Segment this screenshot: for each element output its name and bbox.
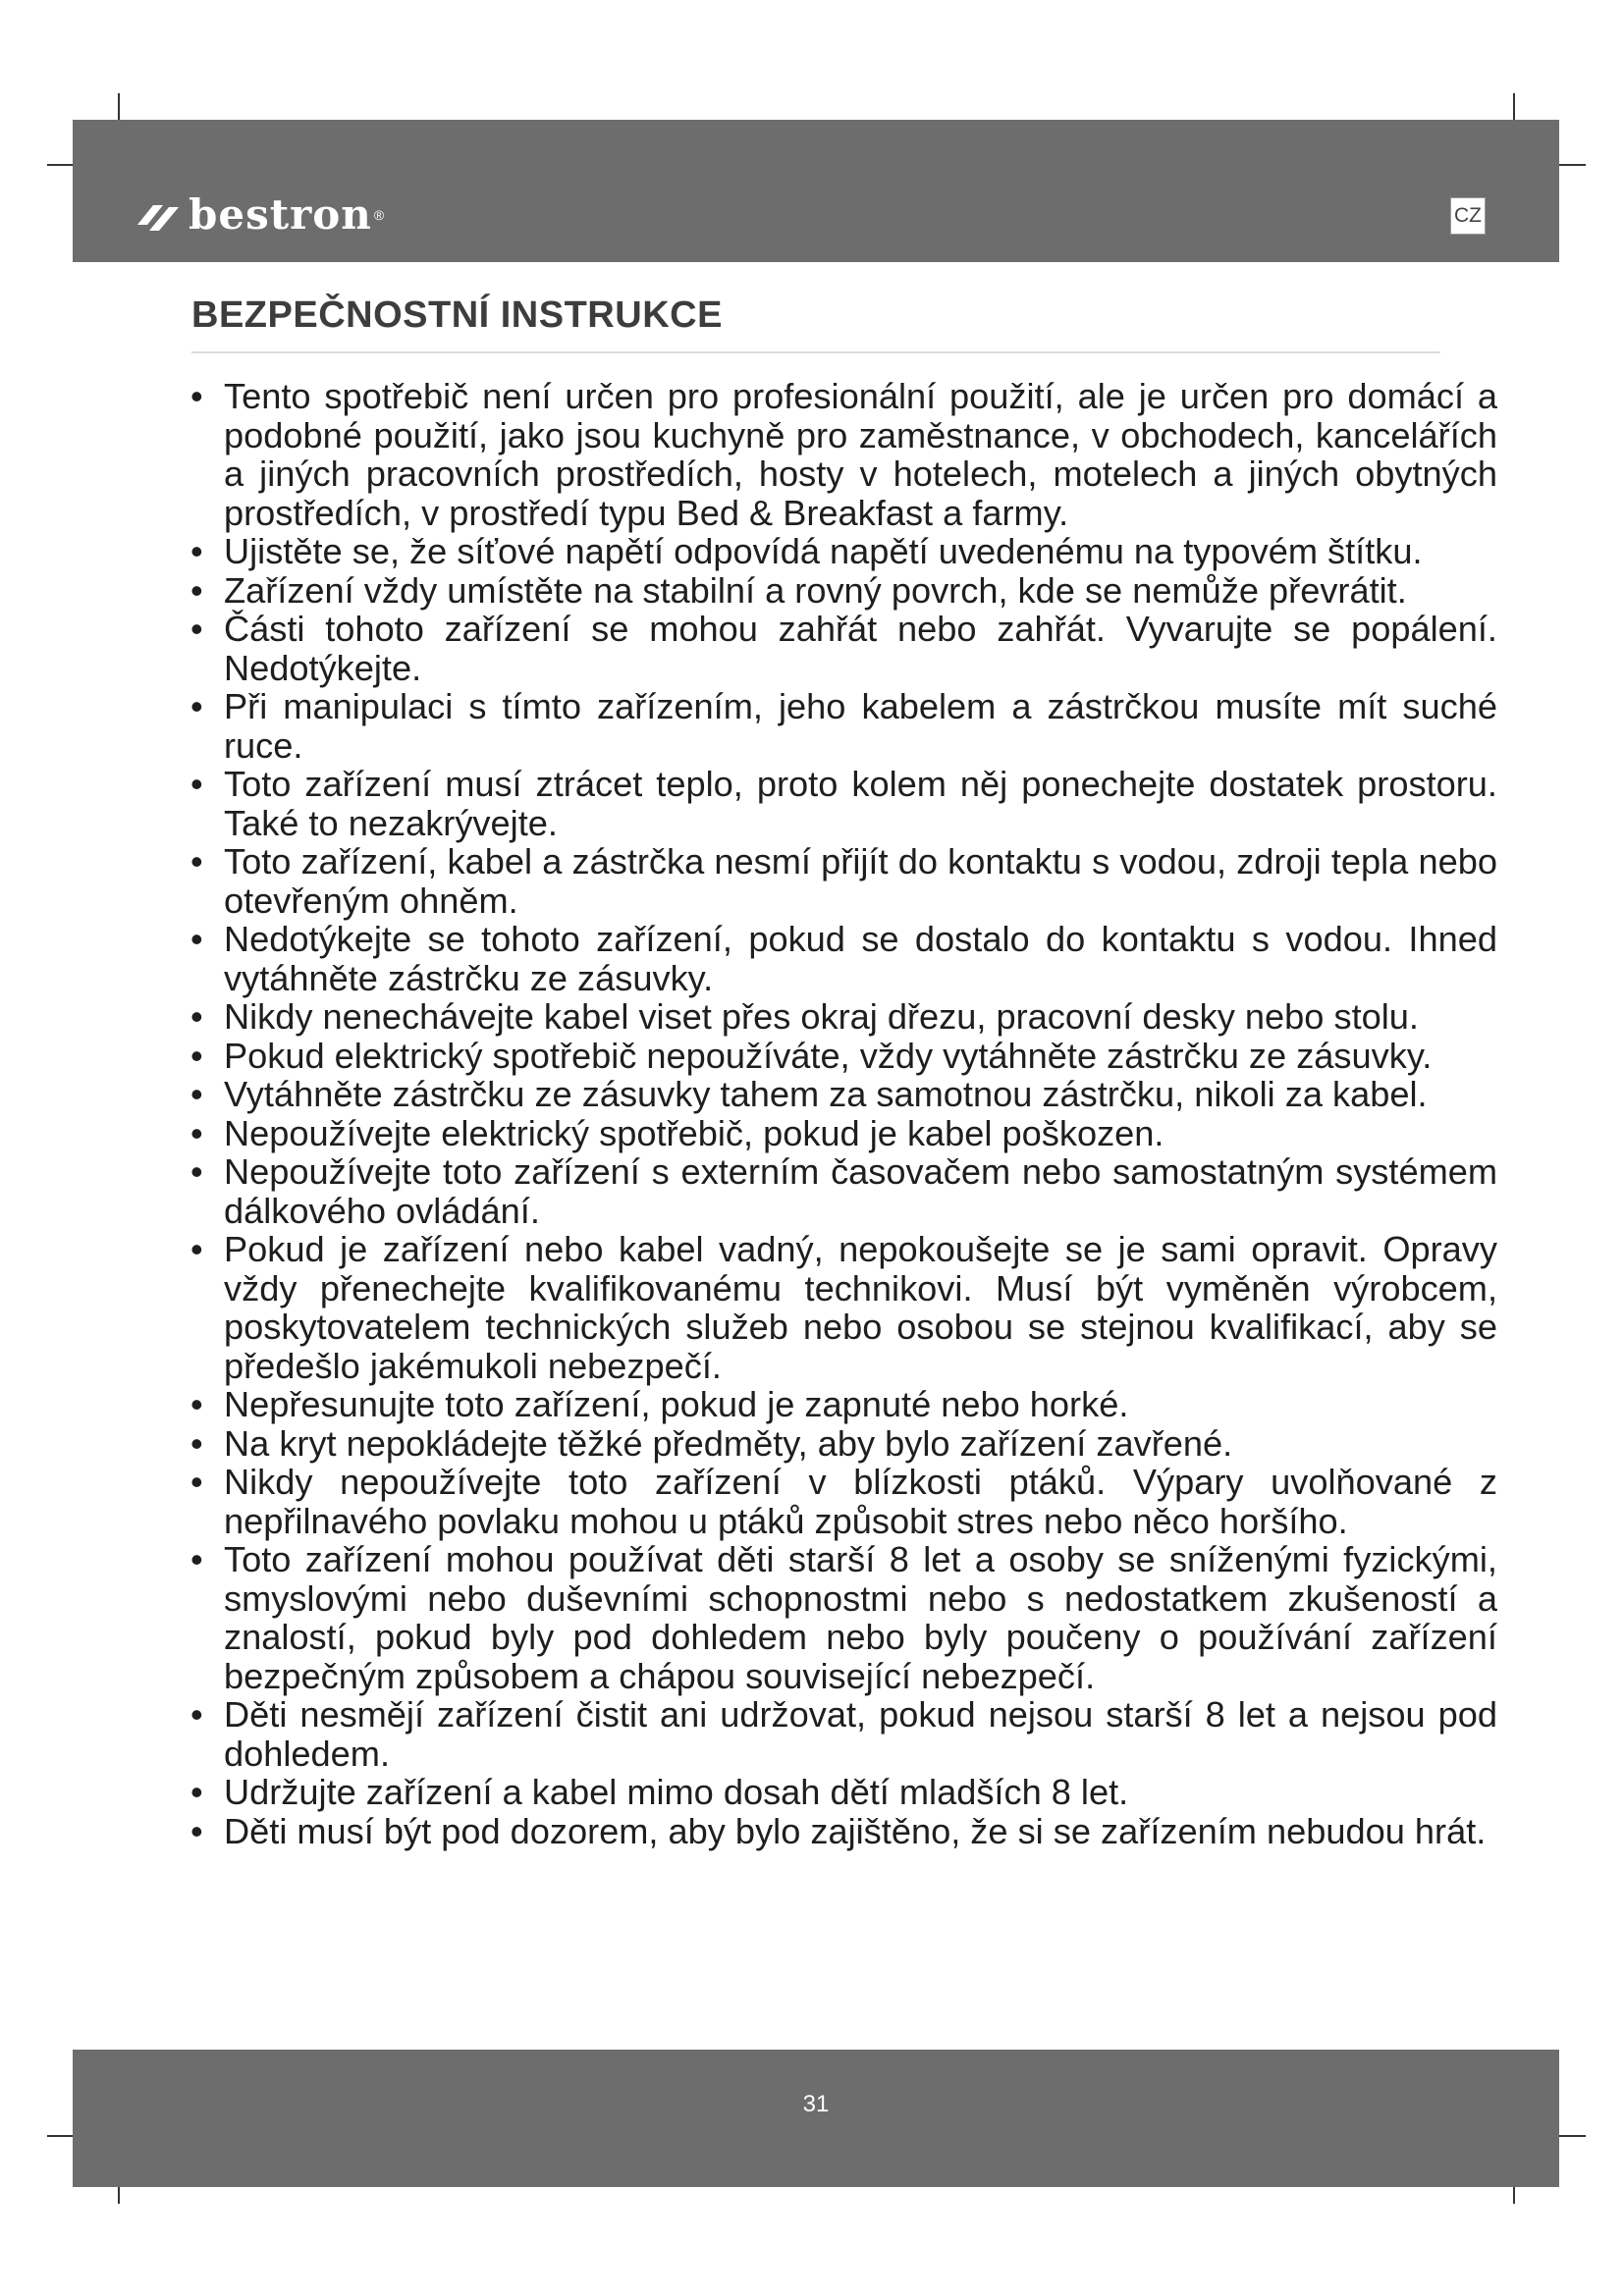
list-item: • Nepřesunujte toto zařízení, pokud je zapnuté nebo horké. bbox=[187, 1385, 1497, 1424]
list-item: • Udržujte zařízení a kabel mimo dosah dětí mladších 8 let. bbox=[187, 1773, 1497, 1812]
list-item: • Pokud elektrický spotřebič nepoužíváte, vždy vytáhněte zástrčku ze zásuvky. bbox=[187, 1037, 1497, 1076]
header-band bbox=[73, 120, 1559, 262]
list-item: • Při manipulaci s tímto zařízením, jeho kabelem a zástrčkou musíte mít suché ruce. bbox=[187, 687, 1497, 765]
list-item: • Toto zařízení mohou používat děti starší 8 let a osoby se sníženými fyzickými, smyslovými nebo duševními schopnostmi nebo s nedostatkem zkušeností a znalostí, pokud byly pod dohledem nebo byly poučeny o používání zařízení bezpečným způsobem a chápou související nebezpečí. bbox=[187, 1540, 1497, 1695]
list-item: • Vytáhněte zástrčku ze zásuvky tahem za samotnou zástrčku, nikoli za kabel. bbox=[187, 1075, 1497, 1114]
list-item: • Nedotýkejte se tohoto zařízení, pokud se dostalo do kontaktu s vodou. Ihned vytáhněte zástrčku ze zásuvky. bbox=[187, 920, 1497, 997]
list-item: • Ujistěte se, že síťové napětí odpovídá napětí uvedenému na typovém štítku. bbox=[187, 532, 1497, 571]
list-item: • Děti musí být pod dozorem, aby bylo zajištěno, že si se zařízením nebudou hrát. bbox=[187, 1812, 1497, 1851]
list-item: • Toto zařízení musí ztrácet teplo, proto kolem něj ponechejte dostatek prostoru. Také to nezakrývejte. bbox=[187, 765, 1497, 842]
brand-name: bestron bbox=[189, 190, 372, 239]
footer-band bbox=[73, 2050, 1559, 2187]
list-item: • Na kryt nepokládejte těžké předměty, aby bylo zařízení zavřené. bbox=[187, 1424, 1497, 1464]
list-item: • Nikdy nenechávejte kabel viset přes okraj dřezu, pracovní desky nebo stolu. bbox=[187, 997, 1497, 1037]
list-item: • Pokud je zařízení nebo kabel vadný, nepokoušejte se je sami opravit. Opravy vždy přenechejte kvalifikovanému technikovi. Musí být vyměněn výrobcem, poskytovatelem technických služeb nebo osobou se stejnou kvalifikací, aby se předešlo jakémukoli nebezpečí. bbox=[187, 1230, 1497, 1385]
list-item: • Zařízení vždy umístěte na stabilní a rovný povrch, kde se nemůže převrátit. bbox=[187, 571, 1497, 611]
list-item: • Tento spotřebič není určen pro profesionální použití, ale je určen pro domácí a podobné použití, jako jsou kuchyně pro zaměstnance, v obchodech, kancelářích a jiných pracovních prostředích, hosty v hotelech, motelech a jiných obytných prostředích, v prostředí typu Bed & Breakfast a farmy. bbox=[187, 377, 1497, 532]
brand-logo bbox=[135, 190, 384, 239]
safety-instructions-list bbox=[187, 377, 1497, 1850]
list-item: • Nepoužívejte toto zařízení s externím časovačem nebo samostatným systémem dálkového ovládání. bbox=[187, 1152, 1497, 1230]
list-item: • Nikdy nepoužívejte toto zařízení v blízkosti ptáků. Výpary uvolňované z nepřilnavého povlaku mohou u ptáků způsobit stres nebo něco horšího. bbox=[187, 1463, 1497, 1540]
title-divider bbox=[191, 351, 1440, 353]
page-number: 31 bbox=[802, 2091, 830, 2117]
list-item: • Části tohoto zařízení se mohou zahřát nebo zahřát. Vyvarujte se popálení. Nedotýkejte. bbox=[187, 610, 1497, 687]
list-item: • Nepoužívejte elektrický spotřebič, pokud je kabel poškozen. bbox=[187, 1114, 1497, 1153]
list-item: • Toto zařízení, kabel a zástrčka nesmí přijít do kontaktu s vodou, zdroji tepla nebo otevřeným ohněm. bbox=[187, 842, 1497, 920]
list-item: • Děti nesmějí zařízení čistit ani udržovat, pokud nejsou starší 8 let a nejsou pod dohledem. bbox=[187, 1695, 1497, 1773]
brand-registered-mark: ® bbox=[373, 206, 385, 223]
section-title: BEZPEČNOSTNÍ INSTRUKCE bbox=[191, 294, 723, 336]
language-badge: CZ bbox=[1450, 197, 1486, 235]
brand-chevrons-icon bbox=[135, 195, 183, 235]
